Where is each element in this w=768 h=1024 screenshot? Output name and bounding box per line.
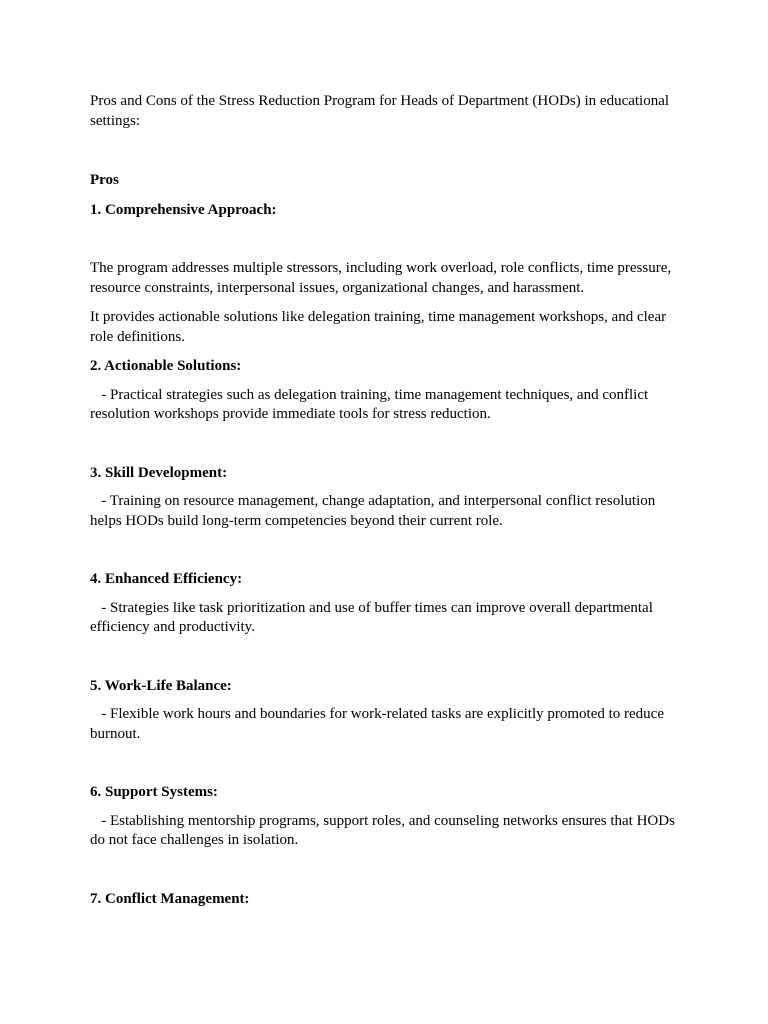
item-heading-6: 6. Support Systems: [90, 784, 218, 800]
item-heading-4: 4. Enhanced Efficiency: [90, 571, 243, 587]
item-6-body: - Establishing mentorship programs, support roles, and counseling networks ensures that HODs do not face challenges in isolation. [90, 812, 679, 848]
item-4-body: - Strategies like task prioritization and use of buffer times can improve overall departmental efficiency and productivity. [90, 599, 657, 635]
item-5-body: - Flexible work hours and boundaries for work-related tasks are explicitly promoted to reduce burnout. [90, 706, 668, 742]
item-3-body: - Training on resource management, change adaptation, and interpersonal conflict resolution helps HODs build long-term competencies beyond their current role. [90, 493, 659, 529]
item-heading-1: 1. Comprehensive Approach: [90, 201, 277, 218]
document-page [90, 92, 686, 918]
pros-heading: Pros [90, 172, 119, 188]
item-1-paragraph-1: The program addresses multiple stressors, including work overload, role conflicts, time pressure, resource constraints, interpersonal issues, organizational changes, and harassment. [90, 260, 675, 296]
item-2-body: - Practical strategies such as delegation training, time management techniques, and conflict resolution workshops provide immediate tools for stress reduction. [90, 386, 652, 422]
item-heading-2: 2. Actionable Solutions: [90, 358, 242, 374]
document-intro: Pros and Cons of the Stress Reduction Program for Heads of Department (HODs) in educational settings: [90, 93, 673, 129]
item-1-paragraph-2: It provides actionable solutions like delegation training, time management workshops, and clear role definitions. [90, 309, 670, 345]
item-heading-5: 5. Work-Life Balance: [90, 677, 232, 694]
item-heading-7: 7. Conflict Management: [90, 890, 250, 907]
item-heading-3: 3. Skill Development: [90, 464, 228, 481]
